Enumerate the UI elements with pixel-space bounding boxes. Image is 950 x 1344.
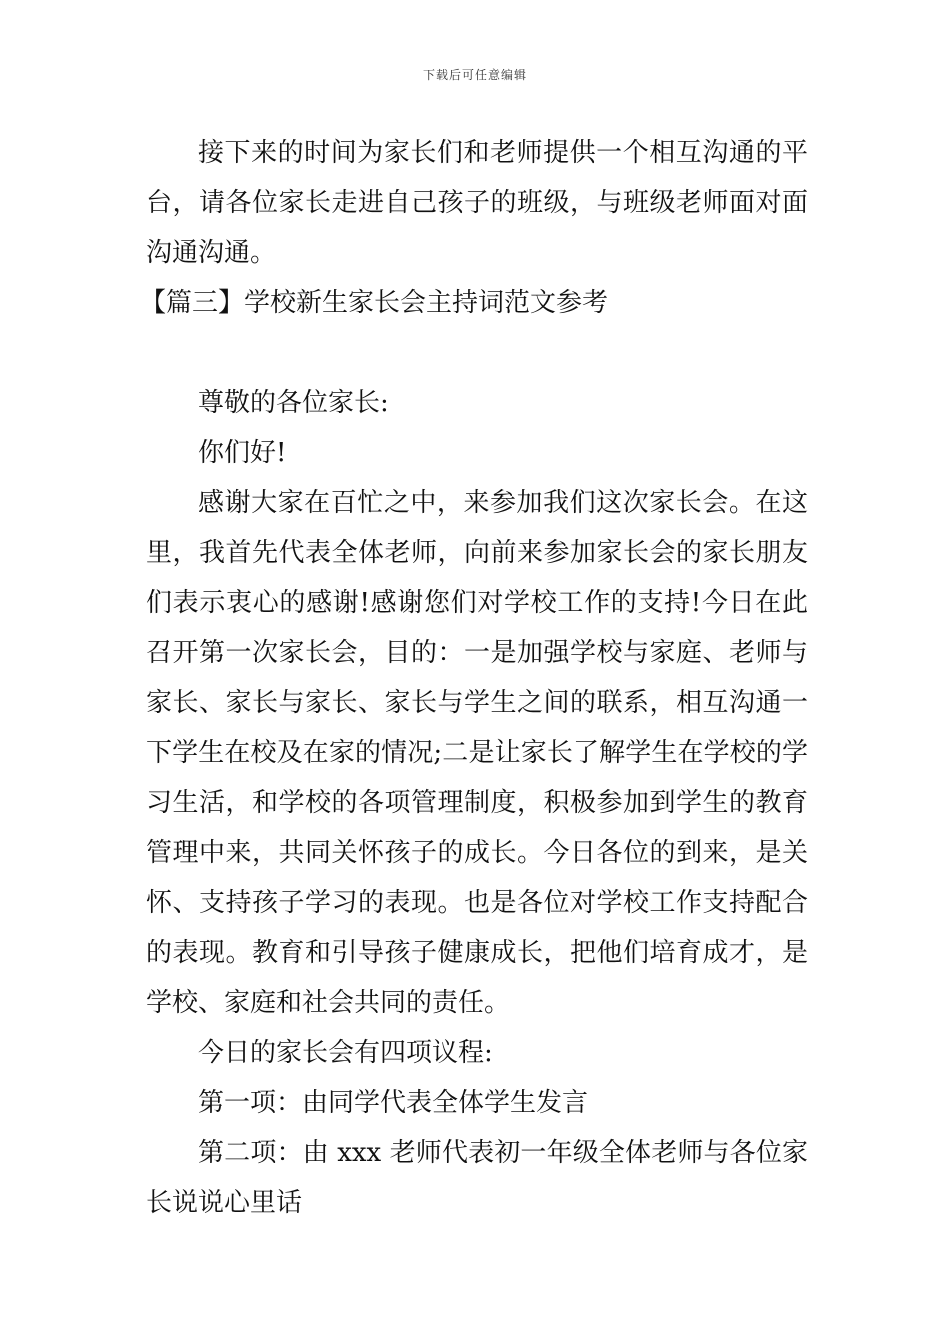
agenda-item-1: 第一项：由同学代表全体学生发言: [198, 1088, 589, 1118]
section-title: 【篇三】学校新生家长会主持词范文参考: [140, 288, 609, 318]
greeting: 你们好!: [198, 438, 287, 468]
paragraph-platform: 接下来的时间为家长们和老师提供一个相互沟通的平台，请各位家长走进自己孩子的班级，与班级老师面对面沟通沟通。: [146, 138, 808, 268]
document-body: [140, 128, 808, 1228]
paragraph-thanks: 感谢大家在百忙之中，来参加我们这次家长会。在这里，我首先代表全体老师，向前来参加家长会的家长朋友们表示衷心的感谢!感谢您们对学校工作的支持!今日在此召开第一次家长会，目的：一是加强学校与家庭、老师与家长、家长与家长、家长与学生之间的联系，相互沟通一下学生在校及在家的情况;二是让家长了解学生在学校的学习生活，和学校的各项管理制度，积极参加到学生的教育管理中来，共同关怀孩子的成长。今日各位的到来，是关怀、支持孩子学习的表现。也是各位对学校工作支持配合的表现。教育和引导孩子健康成长，把他们培育成才，是学校、家庭和社会共同的责任。: [146, 488, 808, 1018]
blank-line: [146, 328, 808, 378]
agenda-intro: 今日的家长会有四项议程:: [198, 1038, 493, 1068]
salutation: 尊敬的各位家长:: [198, 388, 389, 418]
agenda-item-2: 第二项：由 xxx 老师代表初一年级全体老师与各位家长说说心里话: [146, 1138, 808, 1218]
page-header-note: 下载后可任意编辑: [422, 68, 527, 82]
